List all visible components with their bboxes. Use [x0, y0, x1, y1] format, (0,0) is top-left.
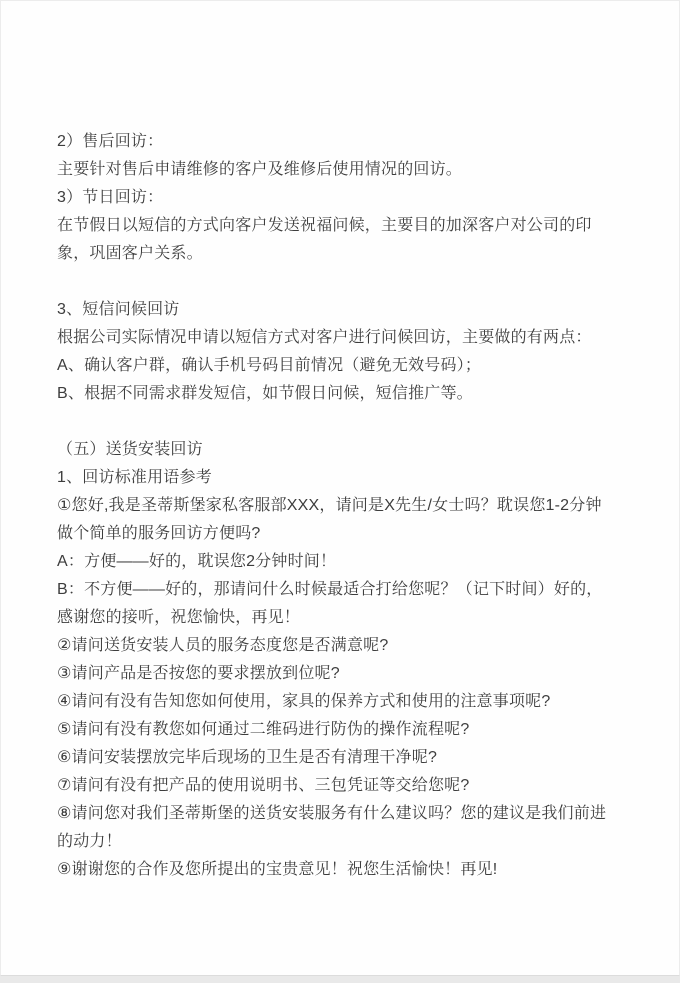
paragraph-line: ①您好,我是圣蒂斯堡家私客服部XXX，请问是X先生/女士吗？耽误您1-2分钟做个简单的服务回访方便吗? — [57, 497, 602, 542]
document-content — [1, 1, 679, 884]
paragraph-line: 在节假日以短信的方式向客户发送祝福问候，主要目的加深客户对公司的印象，巩固客户关系。 — [57, 217, 592, 262]
paragraph-line: ⑦请问有没有把产品的使用说明书、三包凭证等交给您呢? — [57, 777, 470, 794]
paragraph-line: B、根据不同需求群发短信，如节假日问候，短信推广等。 — [57, 385, 473, 402]
paragraph-line: 根据公司实际情况申请以短信方式对客户进行问候回访，主要做的有两点： — [57, 329, 592, 346]
section-sms-greeting-visit — [57, 296, 609, 408]
paragraph-line: ⑨谢谢您的合作及您所提出的宝贵意见！祝您生活愉快！再见! — [57, 861, 498, 878]
section-return-visit-types — [57, 128, 609, 268]
paragraph-line: ②请问送货安装人员的服务态度您是否满意呢? — [57, 637, 389, 654]
paragraph-line: B：不方便——好的，那请问什么时候最适合打给您呢？（记下时间）好的，感谢您的接听，祝您愉快，再见！ — [57, 581, 603, 626]
paragraph-line: （五）送货安装回访 — [57, 441, 203, 458]
paragraph-line: A、确认客户群，确认手机号码目前情况（避免无效号码）； — [57, 357, 482, 374]
paragraph-line: A：方便——好的，耽误您2分钟时间！ — [57, 553, 337, 570]
paragraph-line: ③请问产品是否按您的要求摆放到位呢? — [57, 665, 340, 682]
paragraph-line: ⑧请问您对我们圣蒂斯堡的送货安装服务有什么建议吗？您的建议是我们前进的动力！ — [57, 805, 607, 850]
paragraph-line: ⑤请问有没有教您如何通过二维码进行防伪的操作流程呢? — [57, 721, 470, 738]
paragraph-line: 2）售后回访： — [57, 133, 164, 150]
paragraph-line: 1、回访标准用语参考 — [57, 469, 212, 486]
section-delivery-install-visit — [57, 436, 609, 884]
paragraph-line: ⑥请问安装摆放完毕后现场的卫生是否有清理干净呢? — [57, 749, 438, 766]
paragraph-line: 3）节日回访： — [57, 189, 164, 206]
paragraph-line: ④请问有没有告知您如何使用，家具的保养方式和使用的注意事项呢? — [57, 693, 551, 710]
paragraph-line: 主要针对售后申请维修的客户及维修后使用情况的回访。 — [57, 161, 463, 178]
paragraph-line: 3、短信问候回访 — [57, 301, 180, 318]
